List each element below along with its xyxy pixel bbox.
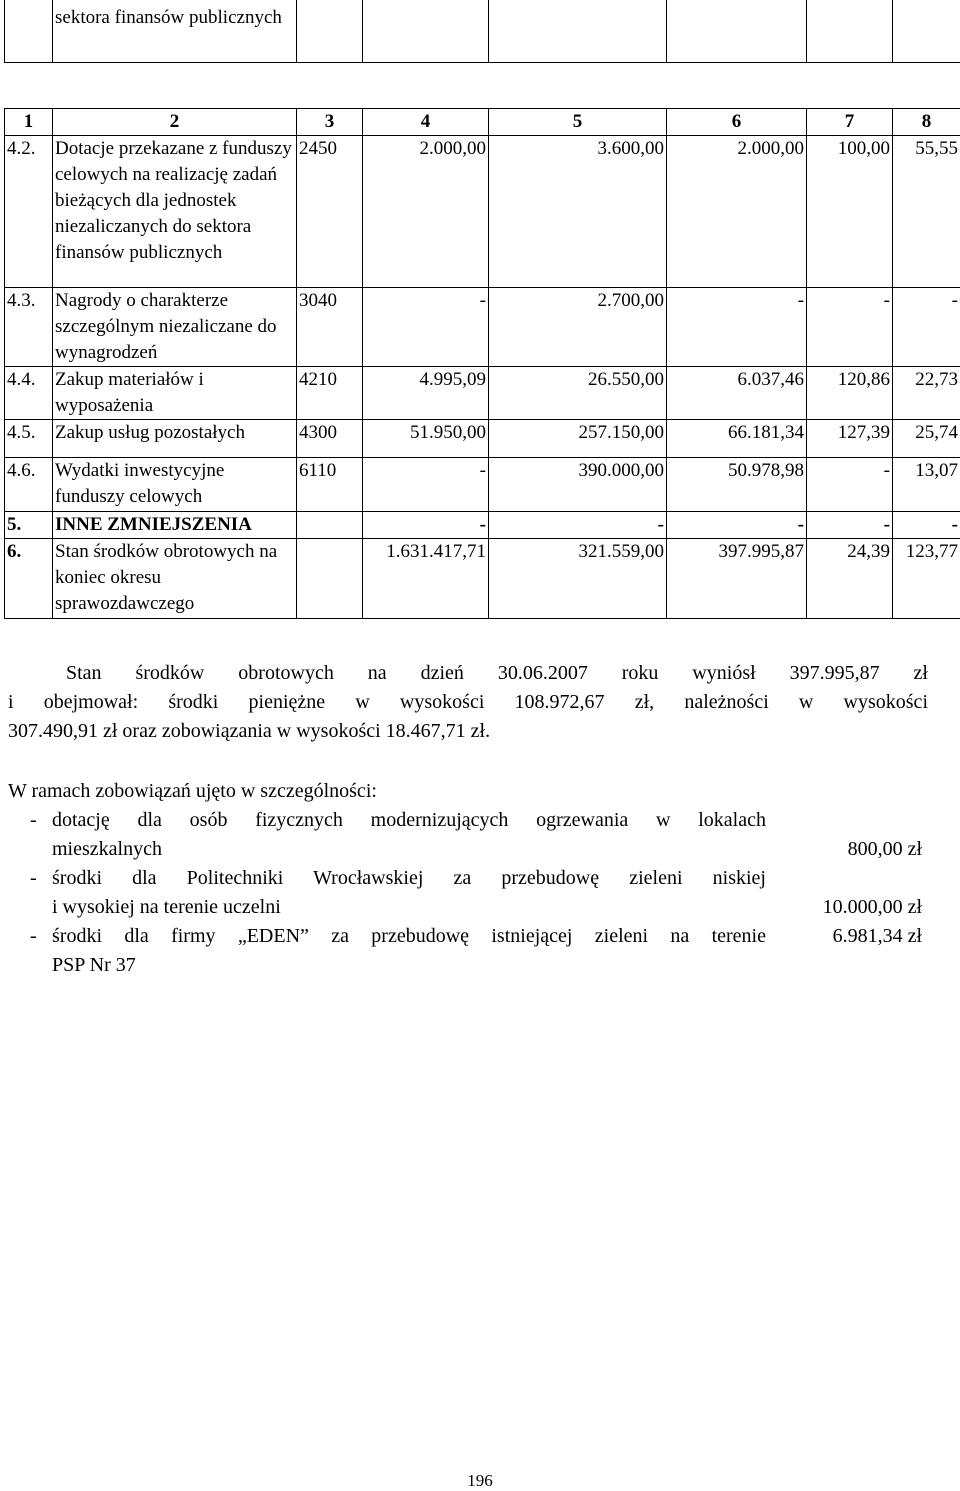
row-value: 2.700,00 xyxy=(489,288,667,367)
row-number: 4.5. xyxy=(5,420,53,458)
list-item-line: mieszkalnych xyxy=(52,838,162,860)
row-value: 390.000,00 xyxy=(489,458,667,512)
row-description: Dotacje przekazane z funduszy celowych na realizację zadań bieżących dla jednostek niezaliczanych do sektora finansów publicznych xyxy=(53,136,297,288)
data-table xyxy=(4,108,960,619)
table-row xyxy=(5,136,960,288)
list-item-amount: 6.981,34 zł xyxy=(832,925,922,947)
row-value: - xyxy=(489,512,667,539)
row-value: - xyxy=(807,288,893,367)
row-description: sektora finansów publicznych xyxy=(53,0,297,62)
row-value: 100,00 xyxy=(807,136,893,288)
row-value: 2.000,00 xyxy=(363,136,489,288)
row-value: 2.000,00 xyxy=(667,136,807,288)
table-row xyxy=(5,458,960,512)
page-number: 196 xyxy=(467,1471,493,1490)
header-cell: 4 xyxy=(363,109,489,136)
header-cell: 2 xyxy=(53,109,297,136)
row-description: INNE ZMNIEJSZENIA xyxy=(53,512,297,539)
row-value: 257.150,00 xyxy=(489,420,667,458)
table-header-row xyxy=(5,109,960,136)
list-item xyxy=(8,922,928,980)
header-cell: 7 xyxy=(807,109,893,136)
row-value: 1.631.417,71 xyxy=(363,539,489,619)
list-item-amount: 800,00 zł xyxy=(847,838,922,860)
list-dash: - xyxy=(30,809,37,831)
row-value: 397.995,87 xyxy=(667,539,807,619)
header-cell: 6 xyxy=(667,109,807,136)
row-number: 4.3. xyxy=(5,288,53,367)
row-value: 4.995,09 xyxy=(363,367,489,420)
row-description: Zakup materiałów i wyposażenia xyxy=(53,367,297,420)
row-number: 4.4. xyxy=(5,367,53,420)
liabilities-section xyxy=(8,777,928,980)
row-paragraph xyxy=(297,512,363,539)
table-row xyxy=(5,367,960,420)
paragraph-line: Stan środków obrotowych na dzień 30.06.2007 roku wyniósł 397.995,87 zł xyxy=(66,662,928,684)
list-item-line: dotację dla osób fizycznych modernizujących ogrzewania w lokalach xyxy=(52,809,766,831)
row-paragraph: 6110 xyxy=(297,458,363,512)
table-row xyxy=(5,512,960,539)
row-value: 24,39 xyxy=(807,539,893,619)
row-value: 120,86 xyxy=(807,367,893,420)
row-value: - xyxy=(363,458,489,512)
list-item-line: i wysokiej na terenie uczelni xyxy=(52,896,281,918)
table-row xyxy=(5,539,960,619)
table-row xyxy=(5,0,960,62)
row-value: 3.600,00 xyxy=(489,136,667,288)
row-value: 26.550,00 xyxy=(489,367,667,420)
row-value: 66.181,34 xyxy=(667,420,807,458)
row-paragraph: 3040 xyxy=(297,288,363,367)
row-value: - xyxy=(893,512,960,539)
list-dash: - xyxy=(30,925,37,947)
list-item xyxy=(8,864,928,922)
row-value: - xyxy=(363,288,489,367)
list-item-amount: 10.000,00 zł xyxy=(822,896,922,918)
row-value: 127,39 xyxy=(807,420,893,458)
row-number: 4.6. xyxy=(5,458,53,512)
row-value: 13,07 xyxy=(893,458,960,512)
paragraph-line: 307.490,91 zł oraz zobowiązania w wysokości 18.467,71 zł. xyxy=(8,720,491,742)
row-value: - xyxy=(363,512,489,539)
row-value: - xyxy=(893,288,960,367)
header-cell: 3 xyxy=(297,109,363,136)
table-row xyxy=(5,420,960,458)
list-item-line: środki dla firmy „EDEN” za przebudowę istniejącej zieleni na terenie xyxy=(52,925,766,947)
row-paragraph xyxy=(297,539,363,619)
row-value: - xyxy=(807,458,893,512)
list-item-line: środki dla Politechniki Wrocławskiej za przebudowę zieleni niskiej xyxy=(52,867,766,889)
row-paragraph: 2450 xyxy=(297,136,363,288)
list-dash: - xyxy=(30,867,37,889)
row-number: 6. xyxy=(5,539,53,619)
header-cell: 5 xyxy=(489,109,667,136)
row-description: Nagrody o charakterze szczególnym niezaliczane do wynagrodzeń xyxy=(53,288,297,367)
row-value: 6.037,46 xyxy=(667,367,807,420)
header-cell: 8 xyxy=(893,109,960,136)
row-value: 22,73 xyxy=(893,367,960,420)
paragraph-line: i obejmował: środki pieniężne w wysokości 108.972,67 zł, należności w wysokości xyxy=(8,691,928,713)
row-number: 5. xyxy=(5,512,53,539)
row-value: - xyxy=(667,288,807,367)
list-item xyxy=(8,806,928,864)
row-value: - xyxy=(667,512,807,539)
top-table xyxy=(4,0,960,63)
row-value: - xyxy=(807,512,893,539)
row-value: 321.559,00 xyxy=(489,539,667,619)
row-description: Zakup usług pozostałych xyxy=(53,420,297,458)
summary-paragraph xyxy=(8,659,928,746)
row-value: 51.950,00 xyxy=(363,420,489,458)
row-value: 25,74 xyxy=(893,420,960,458)
row-number: 4.2. xyxy=(5,136,53,288)
row-description: Stan środków obrotowych na koniec okresu sprawozdawczego xyxy=(53,539,297,619)
row-paragraph: 4210 xyxy=(297,367,363,420)
list-item-line: PSP Nr 37 xyxy=(52,954,136,976)
row-description: Wydatki inwestycyjne funduszy celowych xyxy=(53,458,297,512)
row-paragraph: 4300 xyxy=(297,420,363,458)
liabilities-intro: W ramach zobowiązań ujęto w szczególności: xyxy=(8,780,377,802)
header-cell: 1 xyxy=(5,109,53,136)
row-value: 55,55 xyxy=(893,136,960,288)
row-value: 123,77 xyxy=(893,539,960,619)
table-row xyxy=(5,288,960,367)
row-value: 50.978,98 xyxy=(667,458,807,512)
